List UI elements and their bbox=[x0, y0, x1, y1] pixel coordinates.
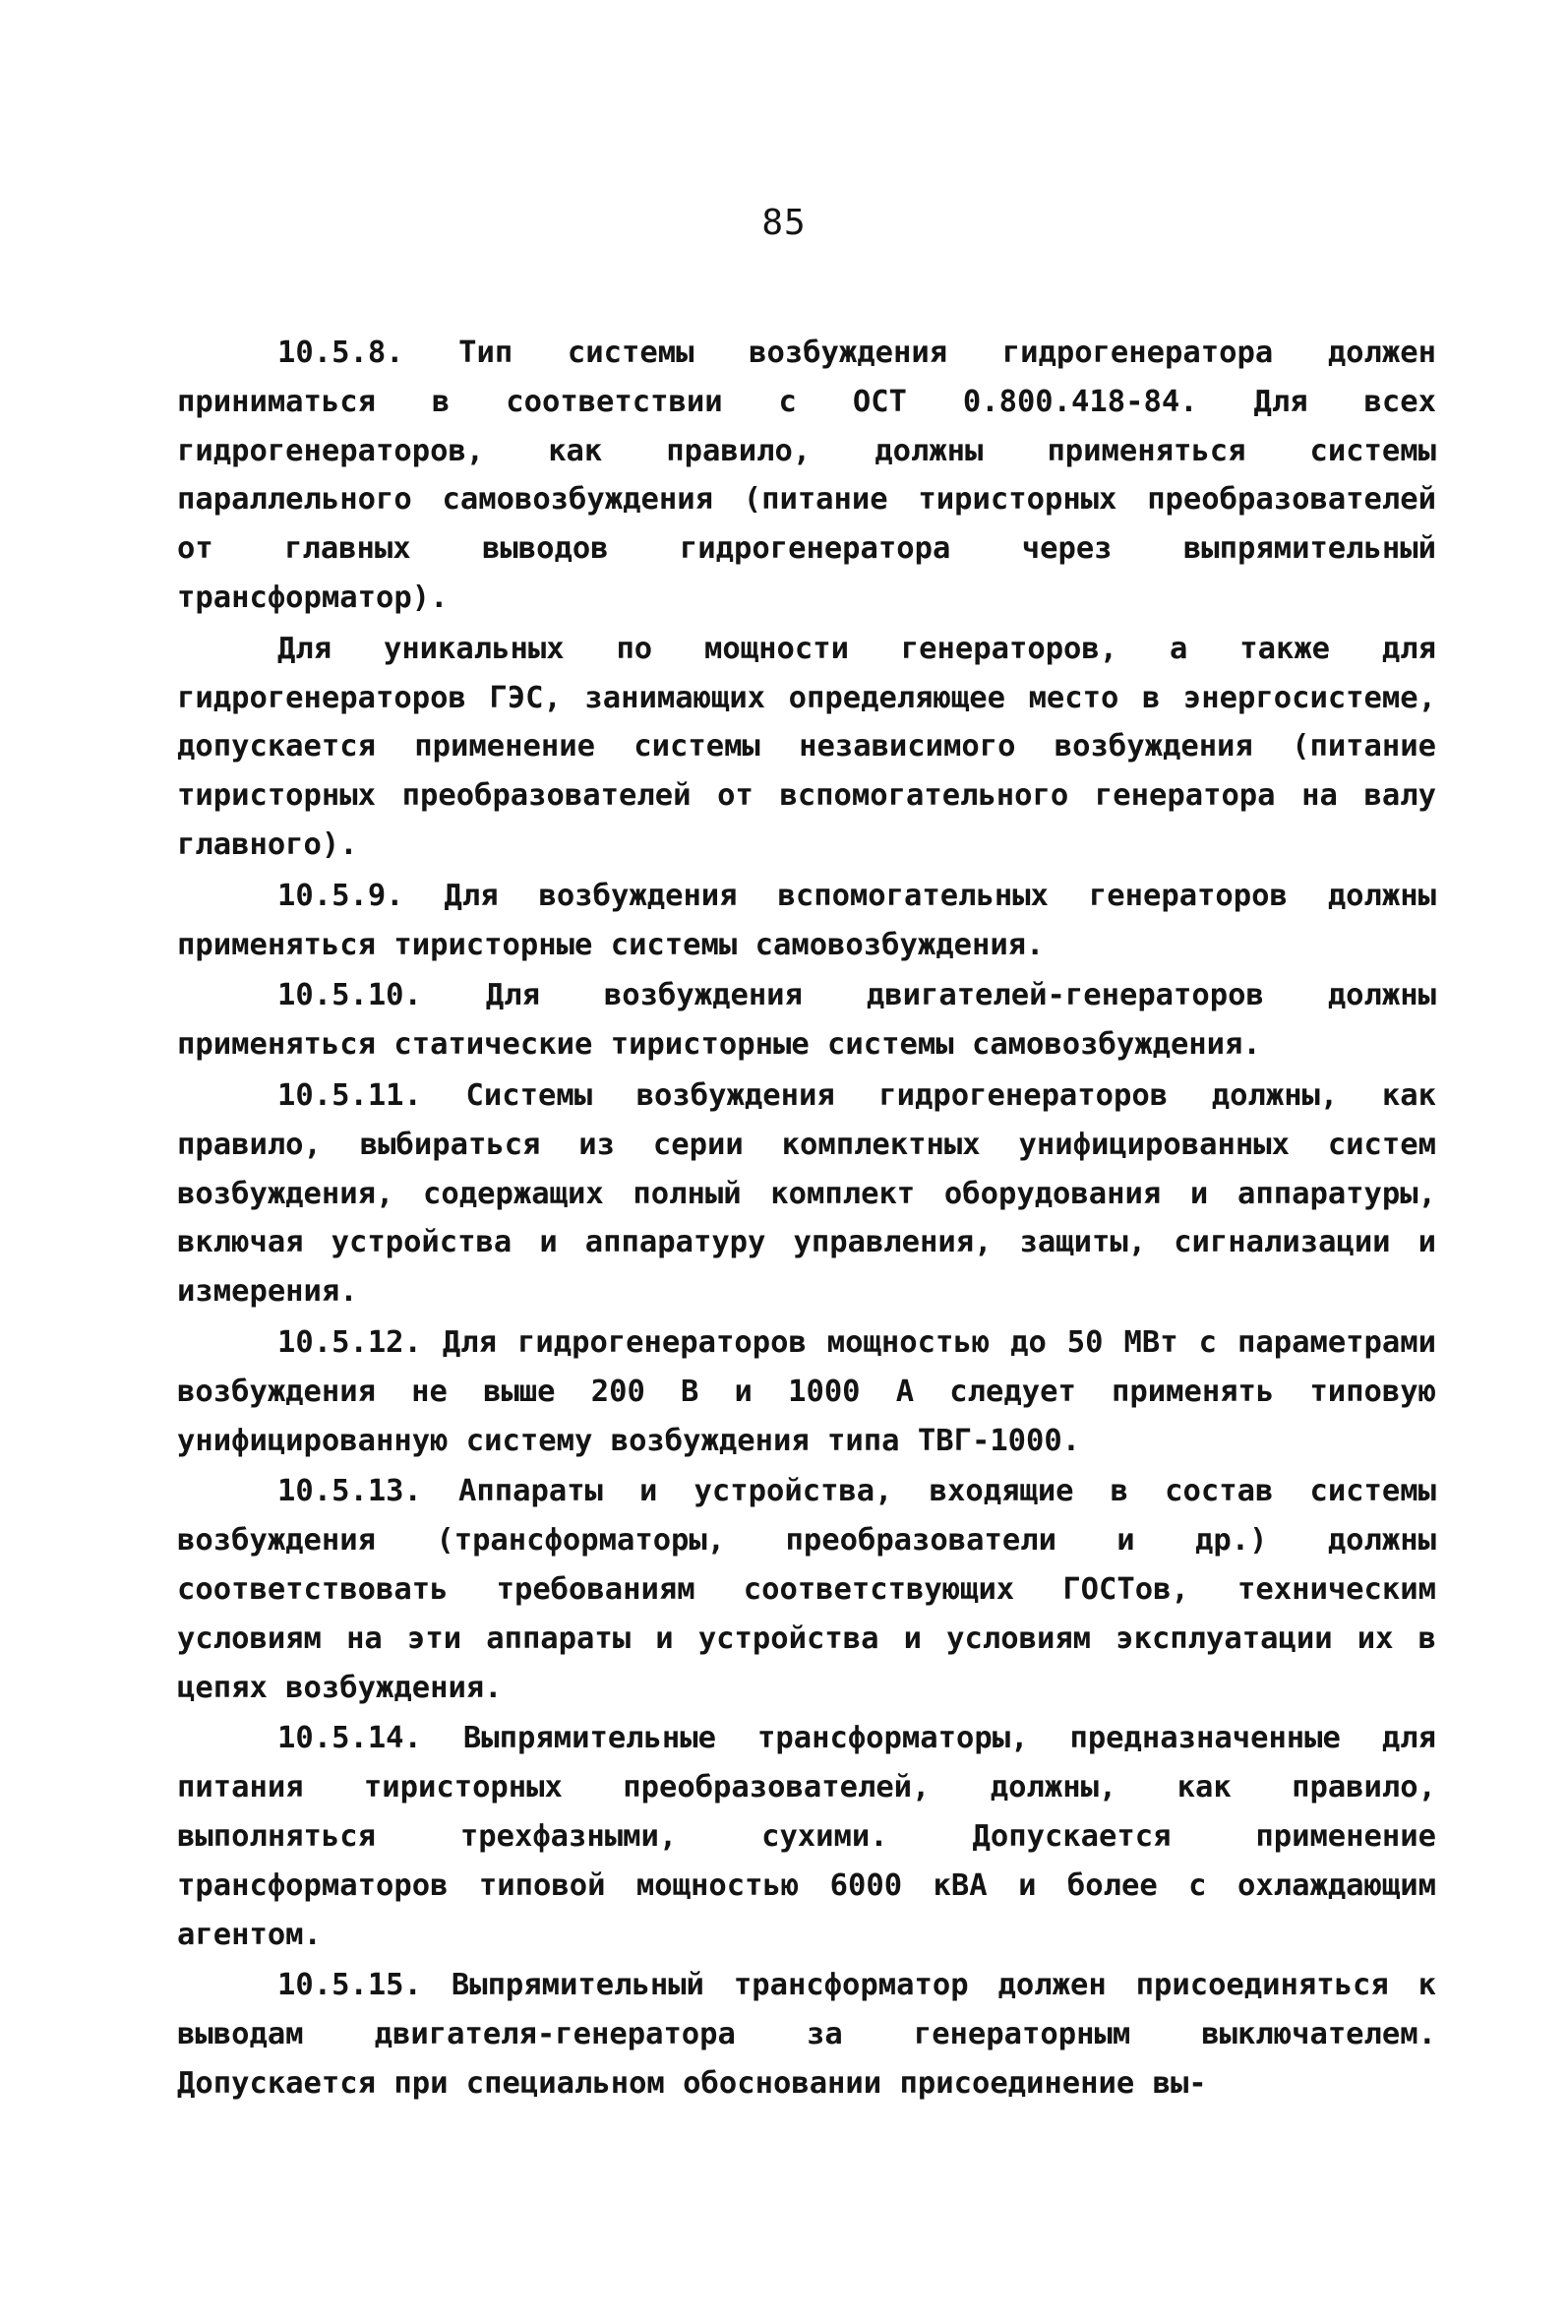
paragraph-unique-generators: Для уникальных по мощности генераторов, а также для гидрогенераторов ГЭС, занимающих определяющее место в энергосистеме, допускается применение системы независимого возбуждения (питание тиристорных преобразователей от вспомогательного генератора на валу главного). bbox=[177, 631, 1436, 862]
paragraph-10-5-10: 10.5.10. Для возбуждения двигателей-генераторов должны применяться статические тиристорные системы самовозбуждения. bbox=[177, 978, 1436, 1063]
paragraph-10-5-13: 10.5.13. Аппараты и устройства, входящие в состав системы возбуждения (трансформаторы, преобразователи и др.) должны соответствовать требованиям соответствующих ГОСТов, техническим условиям на эти аппараты и устройства и условиям эксплуатации их в цепях возбуждения. bbox=[177, 1474, 1436, 1705]
document-body bbox=[177, 329, 1436, 2109]
paragraph-10-5-14: 10.5.14. Выпрямительные трансформаторы, предназначенные для питания тиристорных преобразователей, должны, как правило, выполняться трехфазными, сухими. Допускается применение трансформаторов типовой мощностью 6000 кВА и более с охлаждающим агентом. bbox=[177, 1721, 1436, 1952]
paragraph-10-5-12: 10.5.12. Для гидрогенераторов мощностью до 50 МВт с параметрами возбуждения не выше 200 В и 1000 А следует применять типовую унифицированную систему возбуждения типа ТВГ-1000. bbox=[177, 1324, 1436, 1458]
paragraph-10-5-8: 10.5.8. Тип системы возбуждения гидрогенератора должен приниматься в соответствии с ОСТ 0.800.418-84. Для всех гидрогенераторов, как правило, должны применяться системы параллельного самовозбуждения (питание тиристорных преобразователей от главных выводов гидрогенератора через выпрямительный трансформатор). bbox=[177, 336, 1436, 615]
paragraph-10-5-11: 10.5.11. Системы возбуждения гидрогенераторов должны, как правило, выбираться из серии комплектных унифицированных систем возбуждения, содержащих полный комплект оборудования и аппаратуры, включая устройства и аппаратуру управления, защиты, сигнализации и измерения. bbox=[177, 1077, 1436, 1310]
paragraph-10-5-15: 10.5.15. Выпрямительный трансформатор должен присоединяться к выводам двигателя-генератора за генераторным выключателем. Допускается при специальном обосновании присоединение вы- bbox=[177, 1968, 1436, 2101]
page-number: 85 bbox=[761, 203, 807, 243]
paragraph-10-5-9: 10.5.9. Для возбуждения вспомогательных генераторов должны применяться тиристорные системы самовозбуждения. bbox=[177, 878, 1436, 962]
